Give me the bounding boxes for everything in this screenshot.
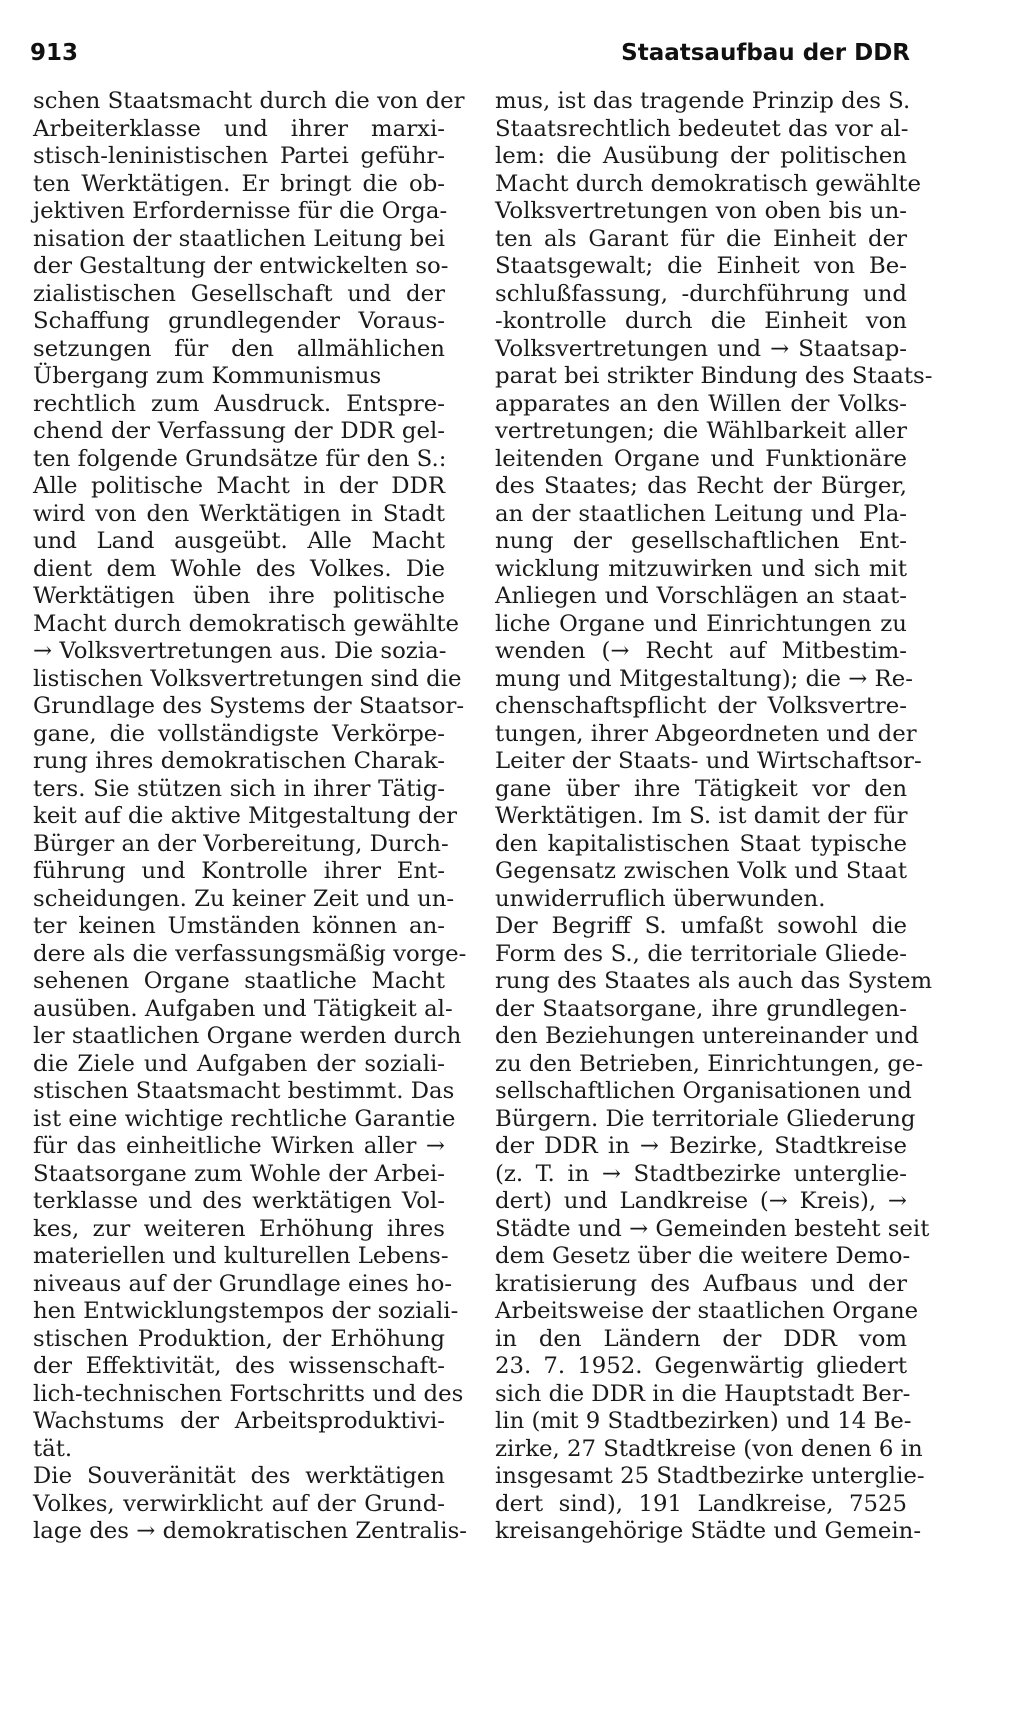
text-line: hen Entwicklungstempos der soziali- — [33, 1298, 459, 1324]
text-line: ist eine wichtige rechtliche Garantie — [33, 1105, 456, 1132]
right-text-column — [495, 88, 933, 1546]
text-line: niveaus auf der Grundlage eines ho- — [33, 1270, 453, 1297]
text-line: Volkes, verwirklicht auf der Grund- — [33, 1490, 445, 1517]
text-line: Schaffung grundlegender Voraus- — [33, 308, 445, 334]
text-line: ters. Sie stützen sich in ihrer Tätig- — [33, 775, 445, 802]
text-line: in den Ländern der DDR vom — [495, 1325, 907, 1352]
text-line: Macht durch demokratisch gewählte — [33, 610, 460, 637]
text-line: ten folgende Grundsätze für den S.: — [33, 445, 447, 472]
text-line: der DDR in → Bezirke, Stadtkreise — [495, 1133, 907, 1159]
text-line: tungen, ihrer Abgeordneten und der — [495, 720, 917, 747]
text-line: Leiter der Staats- und Wirtschaftsor- — [495, 748, 922, 774]
text-line: nung der gesellschaftlichen Ent- — [495, 528, 907, 554]
text-line: setzungen für den allmählichen — [33, 335, 445, 362]
text-line: ten als Garant für die Einheit der — [495, 225, 907, 252]
text-line: listischen Volksvertretungen sind die — [33, 665, 462, 692]
text-line: unwiderruflich überwunden. — [495, 885, 826, 912]
text-line: lem: die Ausübung der politischen — [495, 143, 907, 169]
text-line: Staatsgewalt; die Einheit von Be- — [495, 253, 907, 279]
text-line: Staatsrechtlich bedeutet das vor al- — [495, 115, 909, 142]
text-line: Form des S., die territoriale Gliede- — [495, 940, 907, 967]
text-line: ausüben. Aufgaben und Tätigkeit al- — [33, 995, 453, 1022]
text-line: rechtlich zum Ausdruck. Entspre- — [33, 390, 445, 417]
text-line: mung und Mitgestaltung); die → Re- — [495, 665, 913, 692]
text-line: nisation der staatlichen Leitung bei — [33, 225, 445, 252]
text-line: Wachstums der Arbeitsproduktivi- — [33, 1408, 445, 1434]
text-line: apparates an den Willen der Volks- — [495, 390, 907, 417]
text-line: stischen Staatsmacht bestimmt. Das — [33, 1078, 455, 1104]
text-line: -kontrolle durch die Einheit von — [495, 308, 907, 334]
text-line: Arbeiterklasse und ihrer marxi- — [33, 115, 445, 142]
running-title: Staatsaufbau der DDR — [621, 40, 910, 66]
text-line: gane, die vollständigste Verkörpe- — [33, 720, 445, 747]
text-line: ter keinen Umständen können an- — [33, 913, 445, 939]
text-line: den Beziehungen untereinander und — [495, 1023, 919, 1049]
text-line: lage des → demokratischen Zentralis- — [33, 1518, 467, 1544]
text-line: dient dem Wohle des Volkes. Die — [33, 555, 445, 582]
text-line: Die Souveränität des werktätigen — [33, 1463, 445, 1489]
text-line: den kapitalistischen Staat typische — [495, 830, 907, 857]
text-line: sellschaftlichen Organisationen und — [495, 1078, 912, 1104]
text-line: Anliegen und Vorschlägen an staat- — [495, 583, 907, 609]
text-line: jektiven Erfordernisse für die Orga- — [33, 198, 448, 224]
text-line: an der staatlichen Leitung und Pla- — [495, 500, 907, 527]
text-line: insgesamt 25 Stadtbezirke unterglie- — [495, 1463, 925, 1489]
text-line: scheidungen. Zu keiner Zeit und un- — [33, 885, 455, 912]
text-line: schlußfassung, -durchführung und — [495, 280, 907, 307]
text-line: tät. — [33, 1435, 73, 1462]
text-line: → Volksvertretungen aus. Die sozia- — [33, 638, 447, 664]
text-line: leitenden Organe und Funktionäre — [495, 445, 907, 472]
text-line: zu den Betrieben, Einrichtungen, ge- — [495, 1050, 924, 1077]
text-line: vertretungen; die Wählbarkeit aller — [495, 418, 907, 444]
text-line: lin (mit 9 Stadtbezirken) und 14 Be- — [495, 1408, 912, 1434]
page-header — [30, 40, 910, 80]
text-line: gane über ihre Tätigkeit vor den — [495, 775, 907, 802]
text-line: keit auf die aktive Mitgestaltung der — [33, 803, 458, 829]
text-line: die Ziele und Aufgaben der soziali- — [33, 1050, 445, 1077]
text-line: parat bei strikter Bindung des Staats- — [495, 363, 933, 389]
text-line: dert sind), 191 Landkreise, 7525 — [495, 1490, 907, 1517]
text-line: wenden (→ Recht auf Mitbestim- — [495, 638, 907, 664]
text-line: Bürgern. Die territoriale Gliederung — [495, 1105, 916, 1132]
text-line: der Staatsorgane, ihre grundlegen- — [495, 995, 907, 1022]
text-line: kes, zur weiteren Erhöhung ihres — [33, 1215, 445, 1242]
text-line: zialistischen Gesellschaft und der — [33, 280, 445, 307]
text-line: Alle politische Macht in der DDR — [33, 473, 445, 499]
text-line: Grundlage des Systems der Staatsor- — [33, 693, 465, 719]
text-line: ler staatlichen Organe werden durch — [33, 1023, 462, 1049]
text-line: chenschaftspflicht der Volksvertre- — [495, 693, 907, 719]
text-line: und Land ausgeübt. Alle Macht — [33, 528, 445, 554]
text-line: zirke, 27 Stadtkreise (von denen 6 in — [495, 1435, 923, 1462]
text-line: rung des Staates als auch das System — [495, 968, 933, 994]
text-line: materiellen und kulturellen Lebens- — [33, 1243, 449, 1269]
text-line: Übergang zum Kommunismus — [33, 363, 382, 389]
text-line: liche Organe und Einrichtungen zu — [495, 610, 907, 637]
text-line: Werktätigen üben ihre politische — [33, 583, 445, 609]
text-line: 23. 7. 1952. Gegenwärtig gliedert — [495, 1353, 907, 1379]
text-line: kratisierung des Aufbaus und der — [495, 1270, 907, 1297]
text-line: Arbeitsweise der staatlichen Organe — [495, 1298, 919, 1324]
text-line: dem Gesetz über die weitere Demo- — [495, 1243, 911, 1269]
text-line: der Gestaltung der entwickelten so- — [33, 253, 449, 279]
text-line: Volksvertretungen von oben bis un- — [495, 198, 907, 224]
text-line: Gegensatz zwischen Volk und Staat — [495, 858, 907, 884]
text-line: dere als die verfassungsmäßig vorge- — [33, 940, 467, 967]
text-line: chend der Verfassung der DDR gel- — [33, 418, 445, 444]
page-number: 913 — [30, 40, 79, 66]
left-text-column — [33, 88, 467, 1546]
text-line: schen Staatsmacht durch die von der — [33, 88, 465, 114]
text-line: wicklung mitzuwirken und sich mit — [495, 555, 907, 582]
text-line: Macht durch demokratisch gewählte — [495, 170, 922, 197]
text-line: wird von den Werktätigen in Stadt — [33, 500, 445, 527]
text-line: Staatsorgane zum Wohle der Arbei- — [33, 1160, 445, 1187]
text-line: Bürger an der Vorbereitung, Durch- — [33, 830, 449, 857]
text-line: Der Begriff S. umfaßt sowohl die — [495, 913, 907, 939]
text-line: (z. T. in → Stadtbezirke unterglie- — [495, 1160, 907, 1187]
text-line: der Effektivität, des wissenschaft- — [33, 1353, 445, 1379]
text-line: führung und Kontrolle ihrer Ent- — [33, 858, 445, 884]
text-line: sehenen Organe staatliche Macht — [33, 968, 445, 994]
text-line: stischen Produktion, der Erhöhung — [33, 1325, 445, 1352]
text-line: mus, ist das tragende Prinzip des S. — [495, 88, 911, 114]
text-line: kreisangehörige Städte und Gemein- — [495, 1518, 922, 1544]
text-line: für das einheitliche Wirken aller → — [33, 1133, 445, 1159]
text-line: ten Werktätigen. Er bringt die ob- — [33, 170, 445, 197]
text-line: des Staates; das Recht der Bürger, — [495, 473, 907, 499]
text-line: stisch-leninistischen Partei geführ- — [33, 143, 445, 169]
text-line: Werktätigen. Im S. ist damit der für — [495, 803, 908, 829]
text-line: lich-technischen Fortschritts und des — [33, 1380, 464, 1407]
text-line: Volksvertretungen und → Staatsap- — [495, 335, 907, 362]
text-line: sich die DDR in die Hauptstadt Ber- — [495, 1380, 911, 1407]
text-line: Städte und → Gemeinden besteht seit — [495, 1215, 930, 1242]
text-line: rung ihres demokratischen Charak- — [33, 748, 445, 774]
text-line: dert) und Landkreise (→ Kreis), → — [495, 1188, 907, 1214]
text-line: terklasse und des werktätigen Vol- — [33, 1188, 445, 1214]
